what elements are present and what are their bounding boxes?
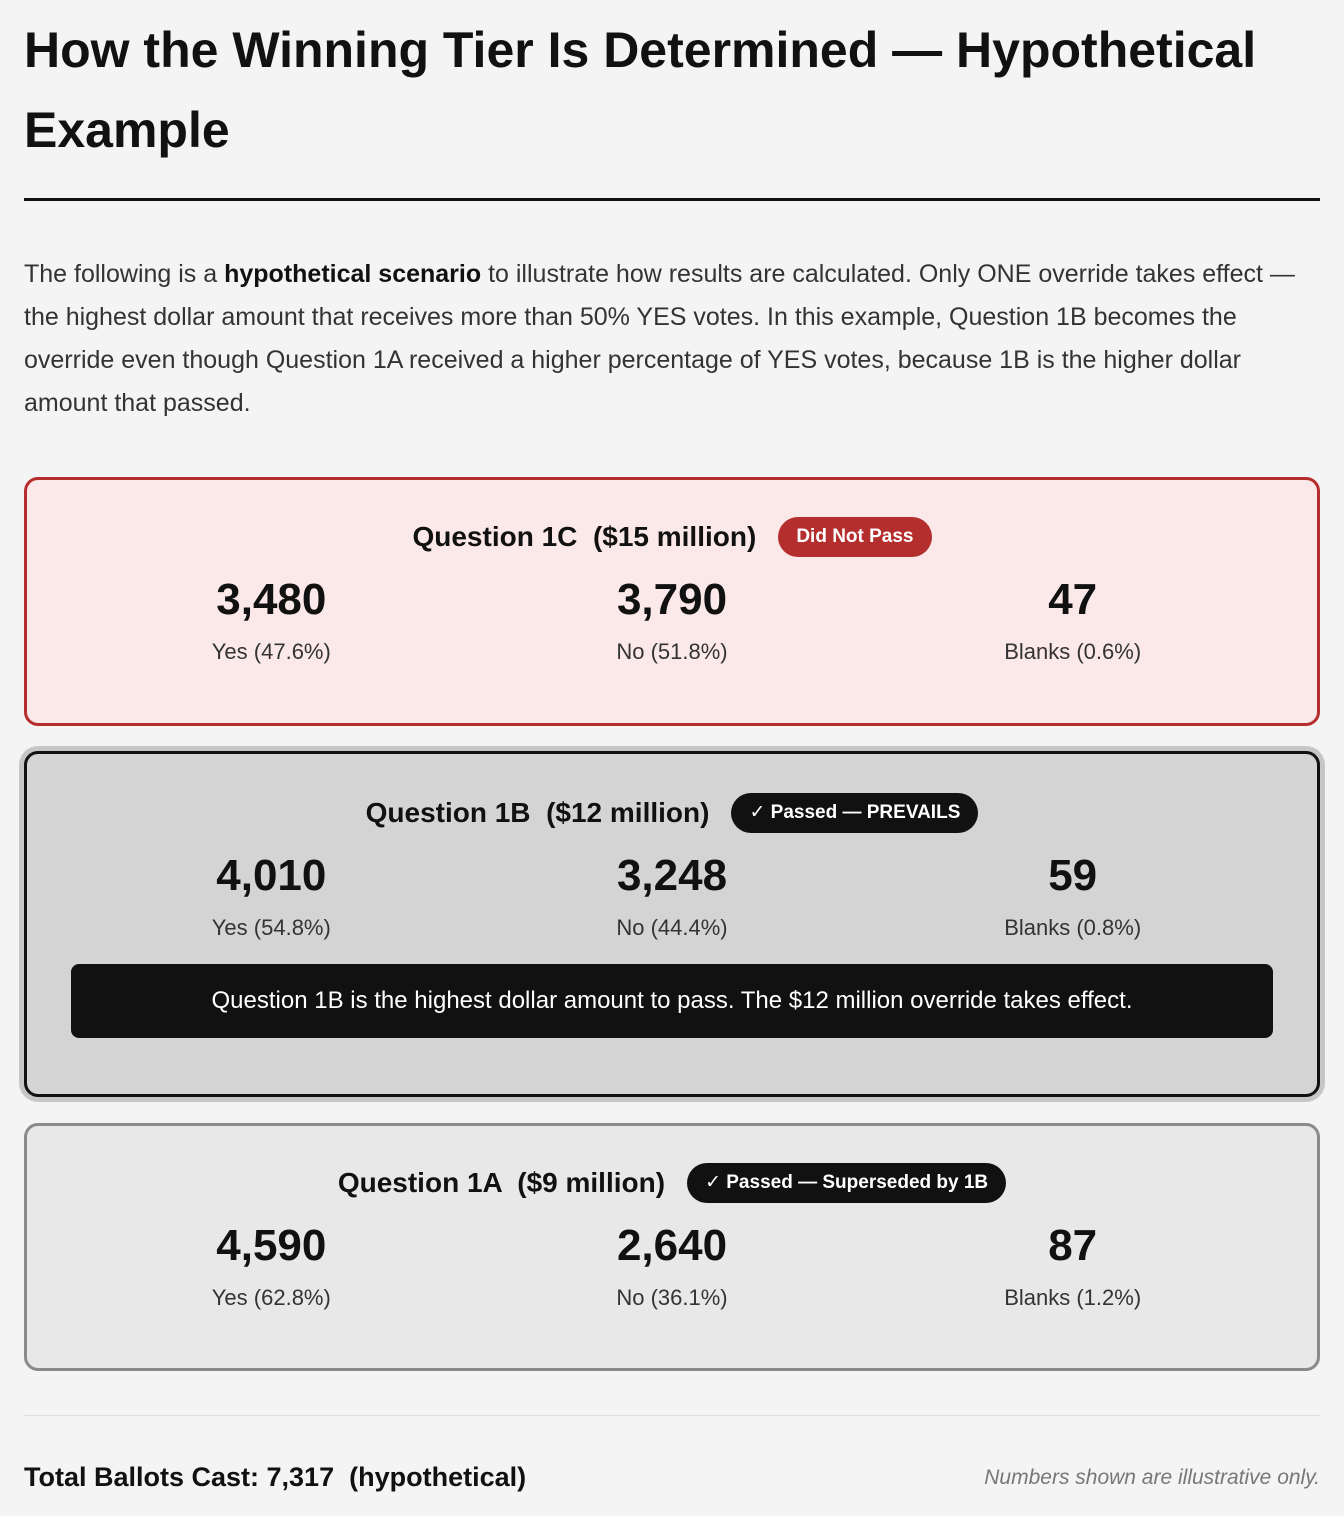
intro-text-end: to illustrate how results are calculated. Only ONE override takes effect — the highest dollar amount that receives more than 50% YES votes. In this example, Question 1B becomes the override even though Question 1A received a higher percentage of YES votes, because 1B is the higher dollar amount that passed. [24,260,1295,417]
intro-emphasis: hypothetical scenario [224,260,482,288]
no-stat [472,568,873,672]
no-label: No (36.1%) [616,1285,728,1310]
question-title: Question 1A ($9 million) [337,1167,666,1198]
status-badge: ✓ Passed — PREVAILS [731,793,978,833]
question-header [71,1160,1273,1206]
blanks-stat [872,1214,1273,1318]
yes-stat [71,844,472,948]
blanks-label: Blanks (0.8%) [1004,915,1142,940]
yes-count: 3,480 [216,575,327,624]
no-count: 3,790 [616,575,728,624]
question-header [71,790,1273,836]
prevails-note: Question 1B is the highest dollar amount to pass. The $12 million override takes effect. [71,964,1273,1038]
question-card-1a [24,1123,1320,1371]
vote-stats [71,1214,1273,1318]
yes-label: Yes (62.8%) [211,1285,331,1310]
question-header [71,514,1273,560]
no-stat [472,1214,873,1318]
question-card-1c [24,477,1320,726]
yes-stat [71,1214,472,1318]
no-count: 3,248 [616,851,728,900]
yes-stat [71,568,472,672]
yes-label: Yes (47.6%) [211,639,331,664]
yes-count: 4,010 [216,851,327,900]
intro-text-start: The following is a [24,260,225,288]
page-title: How the Winning Tier Is Determined — Hypothetical Example [24,0,1320,201]
blanks-count: 59 [1048,851,1098,900]
no-label: No (51.8%) [616,639,728,664]
yes-count: 4,590 [216,1221,327,1270]
blanks-count: 47 [1048,575,1098,624]
yes-label: Yes (54.8%) [211,915,331,940]
question-title: Question 1C ($15 million) [412,521,757,552]
footer-divider [24,1415,1320,1416]
no-label: No (44.4%) [616,915,728,940]
no-count: 2,640 [616,1221,728,1270]
status-badge: ✓ Passed — Superseded by 1B [687,1163,1006,1203]
question-title: Question 1B ($12 million) [365,797,710,828]
vote-stats [71,844,1273,948]
vote-stats [71,568,1273,672]
blanks-stat [872,568,1273,672]
blanks-label: Blanks (0.6%) [1004,639,1142,664]
question-card-1b [24,751,1320,1097]
total-ballots: Total Ballots Cast: 7,317 (hypothetical) [24,1462,527,1492]
blanks-count: 87 [1048,1221,1098,1270]
status-badge: Did Not Pass [778,517,931,557]
blanks-label: Blanks (1.2%) [1004,1285,1142,1310]
intro-paragraph [24,253,1320,425]
illustrative-note: Numbers shown are illustrative only. [984,1465,1320,1489]
footer [24,1462,1320,1493]
blanks-stat [872,844,1273,948]
no-stat [472,844,873,948]
